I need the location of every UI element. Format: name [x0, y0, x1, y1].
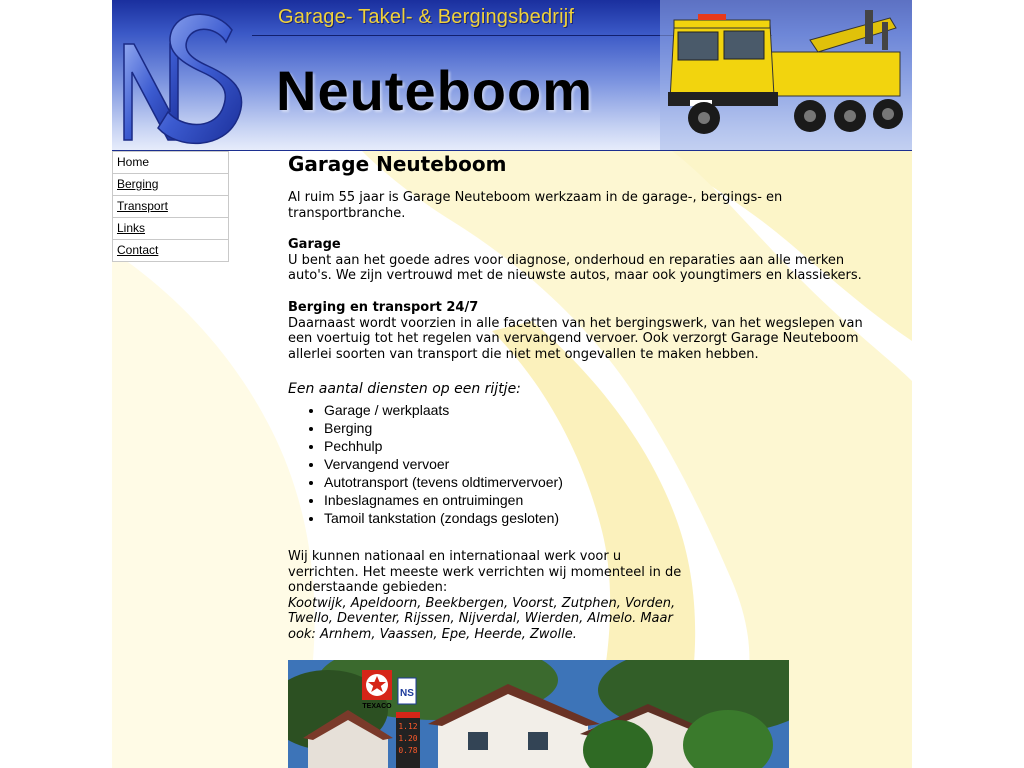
photo-price-2: 1.20: [398, 734, 418, 743]
service-item: • Berging: [324, 419, 878, 437]
photo-ns-sign: NS: [400, 688, 414, 699]
main-nav: [112, 151, 229, 262]
service-item: • Tamoil tankstation (zondags gesloten): [324, 509, 878, 527]
garage-text: U bent aan het goede adres voor diagnose, onderhoud en reparaties aan alle merken auto's. We zijn vertrouwd met de nieuwste autos, maar ook youngtimers en klassiekers.: [288, 252, 862, 284]
site-brand: Neuteboom: [276, 59, 593, 122]
service-item: • Vervangend vervoer: [324, 455, 878, 473]
national-text: Wij kunnen nationaal en internationaal werk voor u verrichten. Het meeste werk verrichten wij momenteel in de onderstaande gebieden:: [288, 548, 682, 596]
nav-item-home[interactable]: Home: [112, 151, 229, 174]
services-title: Een aantal diensten op een rijtje:: [288, 381, 521, 398]
service-item: • Inbeslagnames en ontruimingen: [324, 491, 878, 509]
areas-text: Kootwijk, Apeldoorn, Beekbergen, Voorst, Zutphen, Vorden, Twello, Deventer, Rijssen, Nijverdal, Wierden, Almelo. Maar ook: Arnhem, Vaassen, Epe, Heerde, Zwolle.: [288, 595, 676, 642]
page: [112, 0, 912, 768]
garage-heading: Garage: [288, 237, 341, 253]
ns-logo: [112, 0, 252, 150]
service-item: • Autotransport (tevens oldtimervervoer): [324, 473, 878, 491]
berging-text: Daarnaast wordt voorzien in alle facetten van het bergingswerk, van het wegslepen van een voertuig tot het regelen van vervangend vervoer. Ook verzorgt Garage Neuteboom allerlei soorten van transport die niet met ongevallen te maken hebben.: [288, 315, 863, 362]
tow-truck-image: [660, 0, 912, 150]
nav-item-berging[interactable]: Berging: [112, 174, 229, 196]
photo-price-3: 0.78: [398, 746, 418, 755]
service-item: • Pechhulp: [324, 437, 878, 455]
service-item: • Garage / werkplaats: [324, 401, 878, 419]
intro-text: Al ruim 55 jaar is Garage Neuteboom werkzaam in de garage-, bergings- en transportbranche.: [288, 190, 783, 221]
page-title: Garage Neuteboom: [288, 152, 507, 176]
site-header: [112, 0, 912, 151]
services-list: [288, 401, 878, 527]
photo-price-1: 1.12: [398, 722, 418, 731]
garage-photo: [288, 660, 789, 768]
nav-item-contact[interactable]: Contact: [112, 240, 229, 262]
main-content: [288, 152, 878, 643]
nav-item-links[interactable]: Links: [112, 218, 229, 240]
site-tagline: Garage- Takel- & Bergingsbedrijf: [278, 6, 575, 28]
nav-item-transport[interactable]: Transport: [112, 196, 229, 218]
berging-heading: Berging en transport 24/7: [288, 299, 479, 315]
photo-sign-brand: TEXACO: [362, 703, 392, 710]
